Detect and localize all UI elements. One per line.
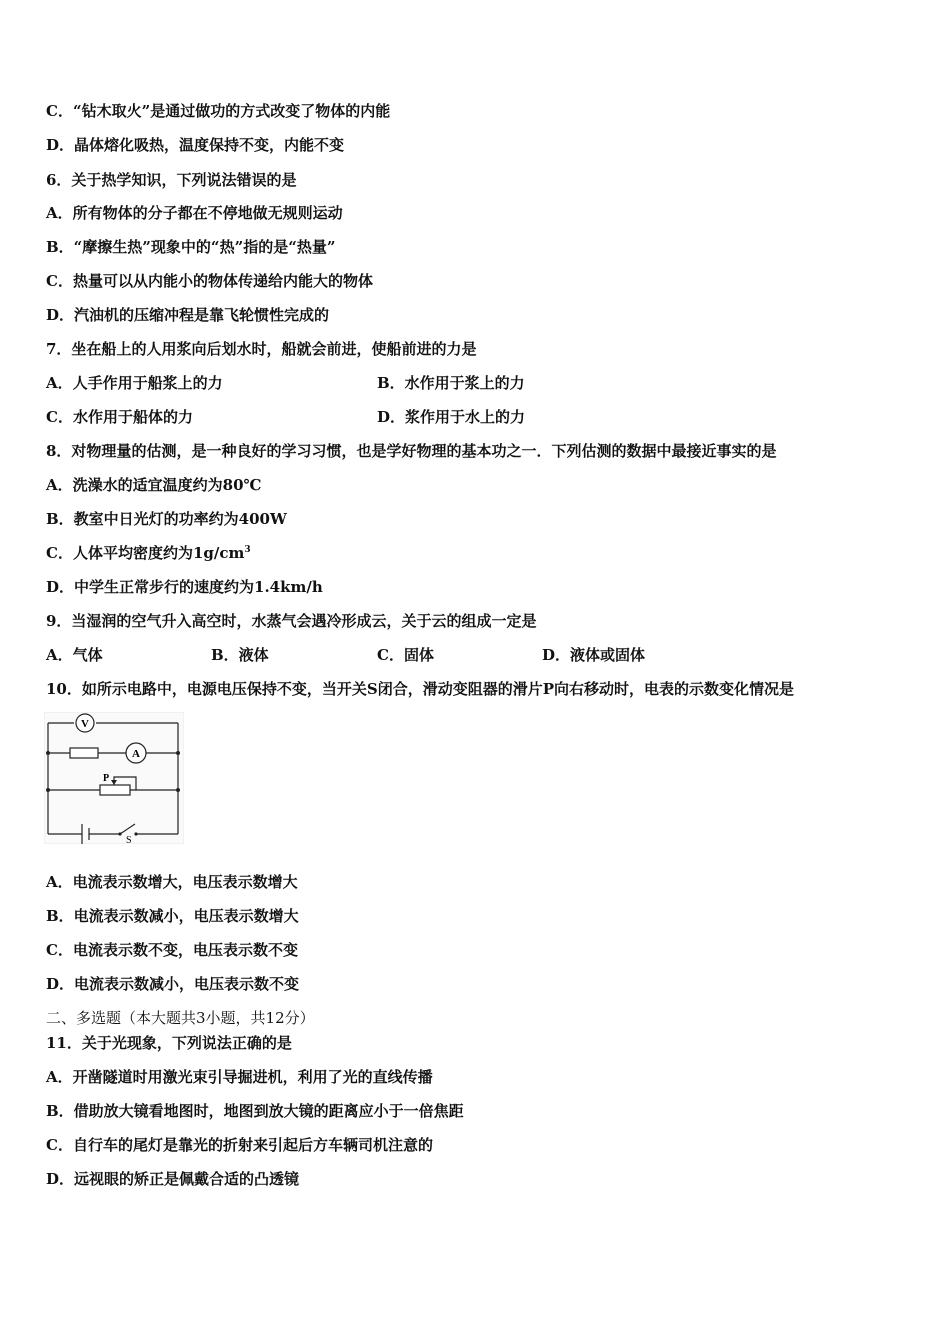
q9-option-b: B．液体 [211, 646, 269, 664]
q7-stem: 7．坐在船上的人用浆向后划水时，船就会前进，使船前进的力是 [46, 340, 477, 358]
q6-option-a: A．所有物体的分子都在不停地做无规则运动 [46, 204, 343, 222]
switch-label: S [126, 835, 132, 844]
q7-option-d: D．浆作用于水上的力 [377, 408, 526, 426]
voltmeter-icon [76, 714, 94, 732]
q11-option-a: A．开凿隧道时用激光束引导掘进机，利用了光的直线传播 [46, 1068, 433, 1086]
q10-option-c: C．电流表示数不变，电压表示数不变 [46, 941, 298, 959]
q10-option-d: D．电流表示数减小，电压表示数不变 [46, 975, 300, 993]
q7-option-a: A．人手作用于船浆上的力 [46, 374, 223, 392]
q10-option-a: A．电流表示数增大，电压表示数增大 [46, 873, 298, 891]
circuit-diagram [44, 712, 184, 844]
q6-option-c: C．热量可以从内能小的物体传递给内能大的物体 [46, 272, 373, 290]
q8-option-a: A．洗澡水的适宜温度约为80℃ [46, 476, 262, 494]
q6-option-b: B．“摩擦生热”现象中的“热”指的是“热量” [46, 238, 336, 256]
ammeter-label: A [132, 748, 140, 760]
q7-option-b: B．水作用于浆上的力 [377, 374, 525, 392]
q9-option-a: A．气体 [46, 646, 103, 664]
ammeter-icon [126, 743, 146, 763]
q8-option-c-text: C．人体平均密度约为1g/cm [46, 544, 245, 562]
q7-option-c: C．水作用于船体的力 [46, 408, 193, 426]
section2-title: 二、多选题（本大题共3小题，共12分） [46, 1009, 315, 1027]
q5-option-d: D．晶体熔化吸热，温度保持不变，内能不变 [46, 136, 345, 154]
slider-label: P [103, 773, 110, 784]
q8-option-c [46, 543, 251, 563]
q9-option-d: D．液体或固体 [542, 646, 646, 664]
voltmeter-label: V [81, 718, 89, 730]
q10-option-b: B．电流表示数减小，电压表示数增大 [46, 907, 299, 925]
q11-option-b: B．借助放大镜看地图时，地图到放大镜的距离应小于一倍焦距 [46, 1102, 464, 1120]
q8-option-b: B．教室中日光灯的功率约为400W [46, 510, 287, 528]
q11-option-d: D．远视眼的矫正是佩戴合适的凸透镜 [46, 1170, 300, 1188]
q5-option-c: C．“钻木取火”是通过做功的方式改变了物体的内能 [46, 102, 391, 120]
q9-option-c: C．固体 [377, 646, 434, 664]
q8-option-c-exponent: 3 [244, 545, 251, 555]
q10-stem: 10．如所示电路中，电源电压保持不变，当开关S闭合，滑动变阻器的滑片P向右移动时，电表的示数变化情况是 [46, 680, 794, 698]
q11-option-c: C．自行车的尾灯是靠光的折射来引起后方车辆司机注意的 [46, 1136, 433, 1154]
q6-stem: 6．关于热学知识，下列说法错误的是 [46, 171, 297, 189]
q8-option-d: D．中学生正常步行的速度约为1.4km/h [46, 578, 323, 596]
q11-stem: 11．关于光现象，下列说法正确的是 [46, 1034, 292, 1052]
q8-stem: 8．对物理量的估测，是一种良好的学习习惯，也是学好物理的基本功之一．下列估测的数据中最接近事实的是 [46, 442, 777, 460]
q6-option-d: D．汽油机的压缩冲程是靠飞轮惯性完成的 [46, 306, 330, 324]
q9-stem: 9．当湿润的空气升入高空时，水蒸气会遇冷形成云，关于云的组成一定是 [46, 612, 537, 630]
